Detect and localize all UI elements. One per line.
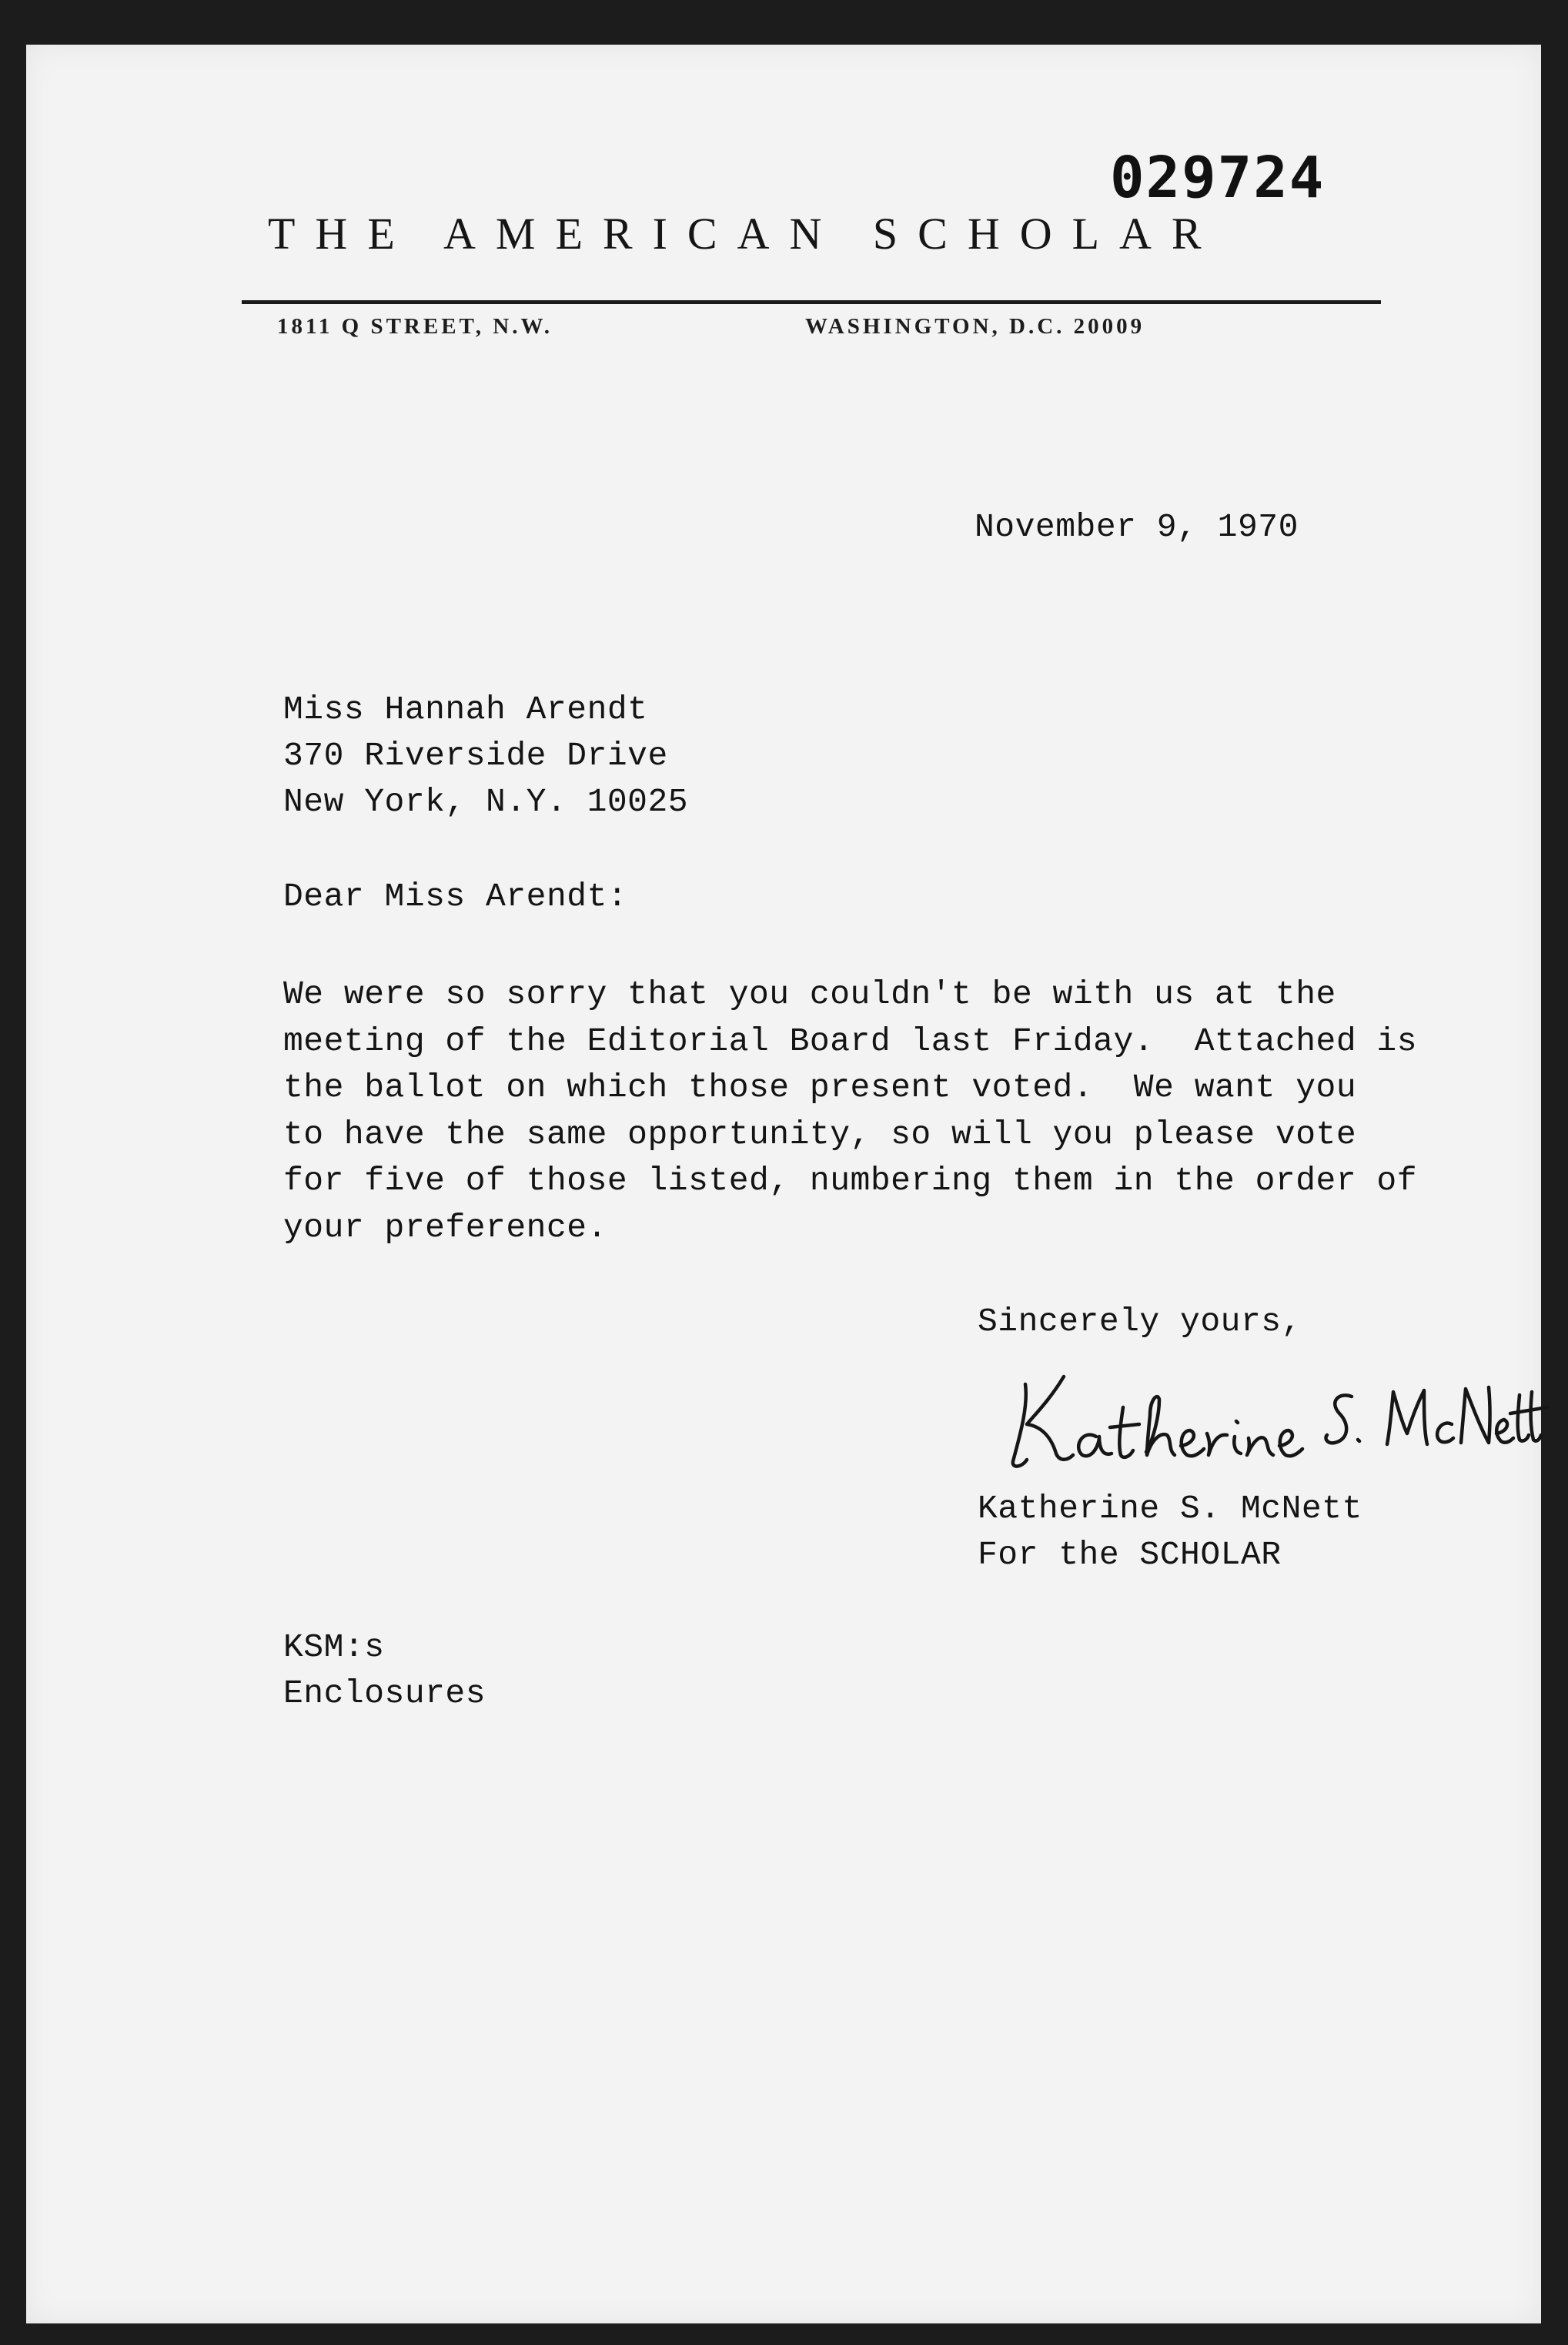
typist-initials: KSM:s [283, 1628, 385, 1666]
reference-block [283, 1624, 486, 1717]
signer-block [978, 1486, 1362, 1578]
letter-date: November 9, 1970 [975, 508, 1299, 546]
enclosures-note: Enclosures [283, 1674, 486, 1712]
letterhead-street: 1811 Q STREET, N.W. [277, 314, 553, 339]
body-line: to have the same opportunity, so will you please vote [283, 1115, 1357, 1153]
body-line: your preference. [283, 1208, 607, 1246]
signer-title: For the SCHOLAR [978, 1536, 1282, 1574]
body-line: We were so sorry that you couldn't be with us at the [283, 975, 1336, 1013]
recipient-name: Miss Hannah Arendt [283, 691, 648, 728]
recipient-street: 370 Riverside Drive [283, 737, 668, 774]
letter-body [283, 972, 1417, 1251]
closing: Sincerely yours, [978, 1303, 1302, 1340]
handwritten-signature [996, 1353, 1550, 1477]
body-line: the ballot on which those present voted. We want you [283, 1069, 1357, 1106]
body-line: meeting of the Editorial Board last Friday. Attached is [283, 1022, 1418, 1060]
signer-name: Katherine S. McNett [978, 1490, 1362, 1527]
body-line: for five of those listed, numbering them in the order of [283, 1162, 1418, 1199]
letterhead-rule [242, 300, 1381, 304]
letterhead-city: WASHINGTON, D.C. 20009 [805, 314, 1145, 339]
letter-page [26, 45, 1541, 2323]
recipient-address [283, 687, 688, 825]
recipient-city: New York, N.Y. 10025 [283, 783, 689, 821]
archive-stamp-number: 029724 [1110, 145, 1326, 211]
salutation: Dear Miss Arendt: [283, 878, 628, 915]
letterhead-title: THE AMERICAN SCHOLAR [268, 209, 1222, 259]
